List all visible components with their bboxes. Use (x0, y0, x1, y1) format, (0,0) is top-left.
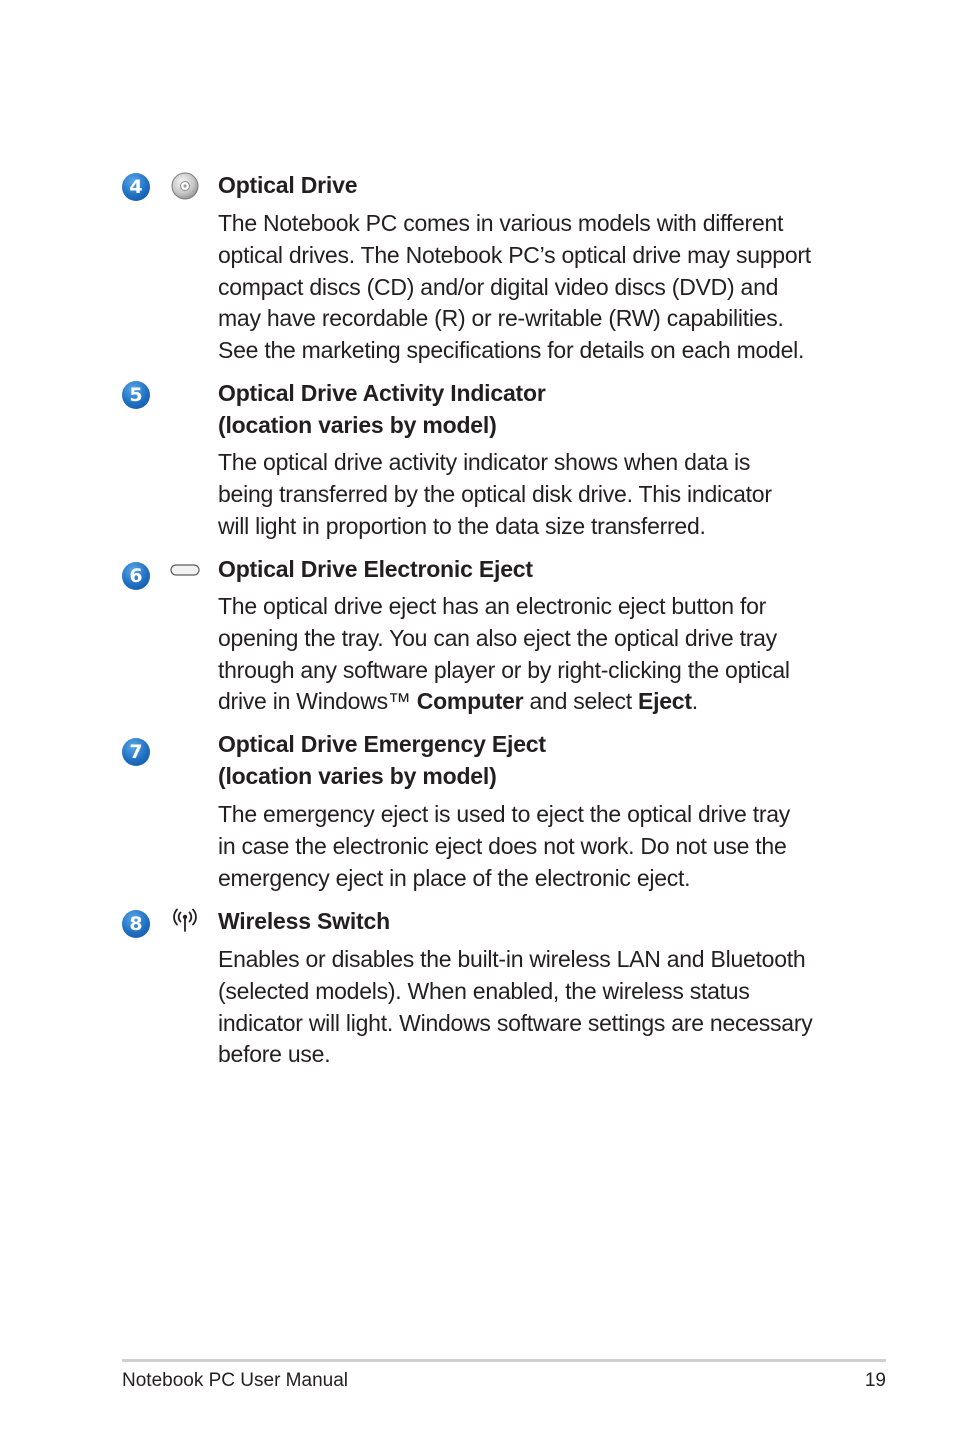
item-heading (218, 728, 858, 792)
body-line: indicator will light. Windows software settings are necessary (218, 1009, 813, 1036)
body-line: being transferred by the optical disk drive. This indicator (218, 480, 772, 507)
body-line: opening the tray. You can also eject the optical drive tray (218, 624, 777, 651)
body-text: and select (523, 688, 638, 715)
body-line-last (218, 686, 858, 718)
body-text: . (691, 688, 698, 715)
item-body (218, 447, 858, 542)
body-line: The Notebook PC comes in various models with different (218, 210, 784, 236)
body-line: compact discs (CD) and/or digital video discs (DVD) and (218, 273, 779, 300)
item-body (218, 208, 858, 367)
footer-title: Notebook PC User Manual (122, 1370, 348, 1391)
eject-term: Eject (638, 688, 692, 715)
item-heading (218, 905, 858, 937)
body-line: (selected models). When enabled, the wireless status (218, 977, 750, 1004)
body-line: in case the electronic eject does not work. Do not use the (218, 832, 787, 859)
item-heading (218, 553, 858, 585)
number-badge: 6 (122, 562, 150, 590)
body-line: may have recordable (R) or re-writable (RW) capabilities. (218, 305, 784, 332)
wireless-icon (168, 906, 202, 936)
item-body (218, 591, 858, 718)
optical-disc-icon (168, 171, 202, 201)
computer-term: Computer (416, 688, 524, 715)
heading-line: (location varies by model) (218, 412, 497, 438)
heading-line: Optical Drive Emergency Eject (218, 731, 546, 757)
body-line: Enables or disables the built-in wireless LAN and Bluetooth (218, 946, 806, 972)
body-line: through any software player or by right-clicking the optical (218, 656, 790, 683)
body-line: optical drives. The Notebook PC’s optical drive may support (218, 241, 811, 268)
item-body (218, 799, 858, 894)
body-line: The emergency eject is used to eject the optical drive tray (218, 801, 791, 827)
footer-divider (122, 1359, 886, 1362)
item-heading (218, 169, 858, 201)
eject-button-icon (168, 555, 202, 585)
item-heading (218, 377, 858, 441)
number-badge: 5 (122, 381, 150, 409)
heading-line: Optical Drive (218, 172, 358, 198)
heading-line: Wireless Switch (218, 908, 390, 934)
heading-line: (location varies by model) (218, 763, 497, 789)
number-badge: 7 (122, 738, 150, 766)
body-line: The optical drive activity indicator shows when data is (218, 449, 751, 475)
body-text: drive in Windows™ (218, 688, 417, 715)
body-line: See the marketing specifications for details on each model. (218, 337, 805, 364)
page-number: 19 (864, 1370, 886, 1391)
body-line: The optical drive eject has an electronic eject button for (218, 593, 767, 619)
body-line: will light in proportion to the data size transferred. (218, 512, 706, 539)
body-line: emergency eject in place of the electronic eject. (218, 864, 691, 891)
heading-line: Optical Drive Activity Indicator (218, 380, 546, 406)
number-badge: 4 (122, 173, 150, 201)
item-body (218, 944, 858, 1071)
heading-line: Optical Drive Electronic Eject (218, 556, 533, 582)
body-line: before use. (218, 1041, 331, 1068)
number-badge: 8 (122, 910, 150, 938)
